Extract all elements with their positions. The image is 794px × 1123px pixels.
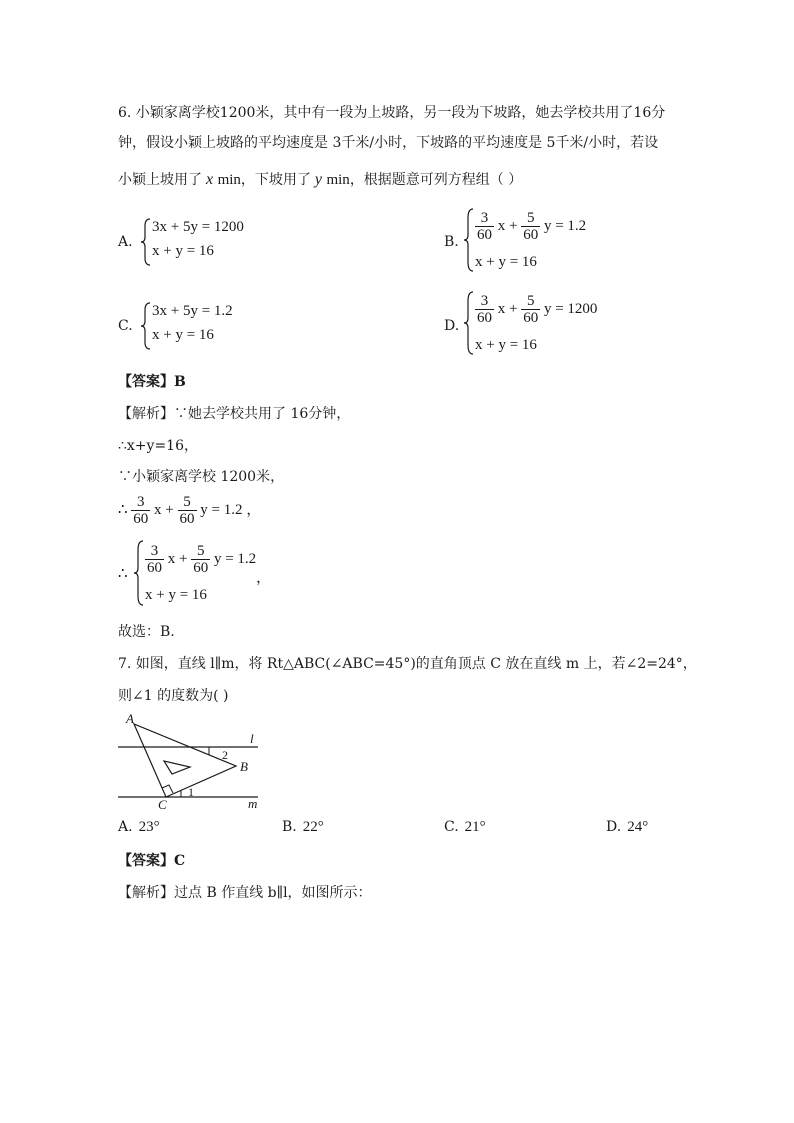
q6-line-2: 钟，假设小颖上坡路的平均速度是 3千米/小时，下坡路的平均速度是 5千米/小时，若设 bbox=[118, 135, 659, 151]
q6-line-3 bbox=[118, 170, 522, 190]
label-angle-2: 2 bbox=[222, 748, 228, 762]
q6-d-num2: 5 bbox=[521, 293, 540, 310]
q6-step-2: ∵小颖家离学校 1200米， bbox=[118, 469, 285, 485]
label-m: m bbox=[248, 796, 258, 811]
q6-option-b-label: B. bbox=[444, 234, 459, 250]
q7-option-a bbox=[118, 819, 160, 836]
q6-b-num1: 3 bbox=[475, 210, 494, 227]
label-a: A bbox=[126, 711, 134, 726]
triangle-inner-hole bbox=[164, 761, 190, 774]
q6-d-den2: 60 bbox=[523, 310, 539, 326]
q6-var-y: y bbox=[314, 171, 323, 188]
q6-s4-tail: y = 1.2 bbox=[213, 550, 257, 567]
q6-option-c-eq2: x + y = 16 bbox=[152, 327, 214, 343]
q6-step-3 bbox=[118, 494, 261, 527]
q6-b-tail: y = 1.2 bbox=[543, 217, 587, 234]
q6-option-b-eq2: x + y = 16 bbox=[475, 254, 537, 270]
label-l: l bbox=[250, 731, 254, 746]
q6-s4-den2: 60 bbox=[193, 560, 209, 576]
q7-option-d-value: 24° bbox=[627, 819, 649, 835]
q6-s4-num2: 5 bbox=[191, 543, 210, 560]
q7-option-d bbox=[606, 819, 648, 836]
q7-option-b-label: B. bbox=[282, 819, 297, 835]
q6-option-a-eq1: 3x + 5y = 1200 bbox=[152, 219, 244, 235]
q7-answer: 【答案】C bbox=[118, 853, 186, 869]
q6-option-b-brace bbox=[463, 208, 475, 272]
q6-line-3-mid: ，下坡用了 bbox=[240, 172, 311, 188]
q6-d-num1: 3 bbox=[475, 293, 494, 310]
q6-step-1: ∴x+y=16， bbox=[118, 438, 198, 454]
label-b: B bbox=[240, 759, 248, 774]
q6-step-3-therefore: ∴ bbox=[118, 501, 128, 518]
q6-answer: 【答案】B bbox=[118, 374, 186, 390]
q6-unit-min-1: min bbox=[217, 172, 241, 188]
q7-analysis: 【解析】过点 B 作直线 b∥l，如图所示： bbox=[118, 885, 372, 901]
q7-figure bbox=[116, 710, 276, 812]
q6-choose: 故选：B. bbox=[118, 624, 175, 640]
q6-option-a-eq2: x + y = 16 bbox=[152, 243, 214, 259]
q7-line-2: 则∠1 的度数为( ) bbox=[118, 688, 229, 704]
q6-option-d-label: D. bbox=[444, 318, 460, 334]
q7-option-c bbox=[444, 819, 486, 836]
q6-b-den1: 60 bbox=[477, 227, 492, 243]
q7-option-d-label: D. bbox=[606, 819, 622, 835]
q6-step-4-eq2: x + y = 16 bbox=[145, 587, 207, 603]
q6-option-c-brace bbox=[140, 302, 152, 350]
q6-analysis-head: 【解析】∵她去学校共用了 16分钟， bbox=[118, 406, 351, 422]
q6-s3-den2: 60 bbox=[179, 511, 195, 527]
q6-s4-num1: 3 bbox=[145, 543, 164, 560]
q6-option-a-label: A. bbox=[118, 234, 133, 250]
q6-s3-num2: 5 bbox=[178, 494, 197, 511]
q6-step-4-therefore: ∴ bbox=[118, 566, 128, 582]
q7-option-c-label: C. bbox=[444, 819, 459, 835]
q6-b-mid: x + bbox=[497, 217, 518, 234]
q6-option-c-label: C. bbox=[118, 318, 133, 334]
q6-option-d-eq2: x + y = 16 bbox=[475, 337, 537, 353]
label-angle-1: 1 bbox=[188, 785, 194, 799]
q6-step-4-comma: ， bbox=[256, 570, 272, 586]
q6-option-d-brace bbox=[463, 291, 475, 355]
q6-option-a-brace bbox=[140, 218, 152, 266]
q7-line-1: 7. 如图，直线 l∥m，将 Rt△ABC(∠ABC=45°)的直角顶点 C 放在直线 m 上，若∠2=24°， bbox=[118, 656, 697, 672]
q6-s3-tail: y = 1.2 ， bbox=[200, 501, 262, 518]
q6-d-tail: y = 1200 bbox=[543, 300, 598, 317]
q6-option-b-eq1 bbox=[475, 210, 586, 243]
q7-option-b-value: 22° bbox=[302, 819, 324, 835]
q6-option-c-eq1: 3x + 5y = 1.2 bbox=[152, 303, 233, 319]
label-c: C bbox=[158, 797, 167, 812]
q7-option-b bbox=[282, 819, 324, 836]
q7-option-a-value: 23° bbox=[138, 819, 160, 835]
q7-option-a-label: A. bbox=[118, 819, 133, 835]
q6-s4-mid: x + bbox=[167, 550, 188, 567]
q6-step-4-eq1 bbox=[145, 543, 256, 576]
q6-option-d-eq1 bbox=[475, 293, 597, 326]
q6-unit-min-2: min bbox=[326, 172, 350, 188]
q6-s3-num1: 3 bbox=[131, 494, 150, 511]
q6-step-4-brace bbox=[133, 540, 145, 606]
q6-line-3-pre: 小颖上坡用了 bbox=[118, 172, 202, 188]
q6-var-x: x bbox=[206, 171, 214, 188]
q6-s3-mid: x + bbox=[154, 501, 174, 518]
q6-s4-den1: 60 bbox=[147, 560, 162, 576]
q6-line-1: 6. 小颖家离学校1200米，其中有一段为上坡路，另一段为下坡路，她去学校共用了16分 bbox=[118, 105, 666, 121]
triangle-abc bbox=[134, 724, 236, 797]
q6-d-mid: x + bbox=[497, 300, 518, 317]
q6-line-3-post: ，根据题意可列方程组（ ） bbox=[349, 172, 523, 188]
q6-b-den2: 60 bbox=[523, 227, 539, 243]
q6-b-num2: 5 bbox=[521, 210, 540, 227]
q6-s3-den1: 60 bbox=[133, 511, 149, 527]
q6-d-den1: 60 bbox=[477, 310, 492, 326]
q7-option-c-value: 21° bbox=[464, 819, 486, 835]
